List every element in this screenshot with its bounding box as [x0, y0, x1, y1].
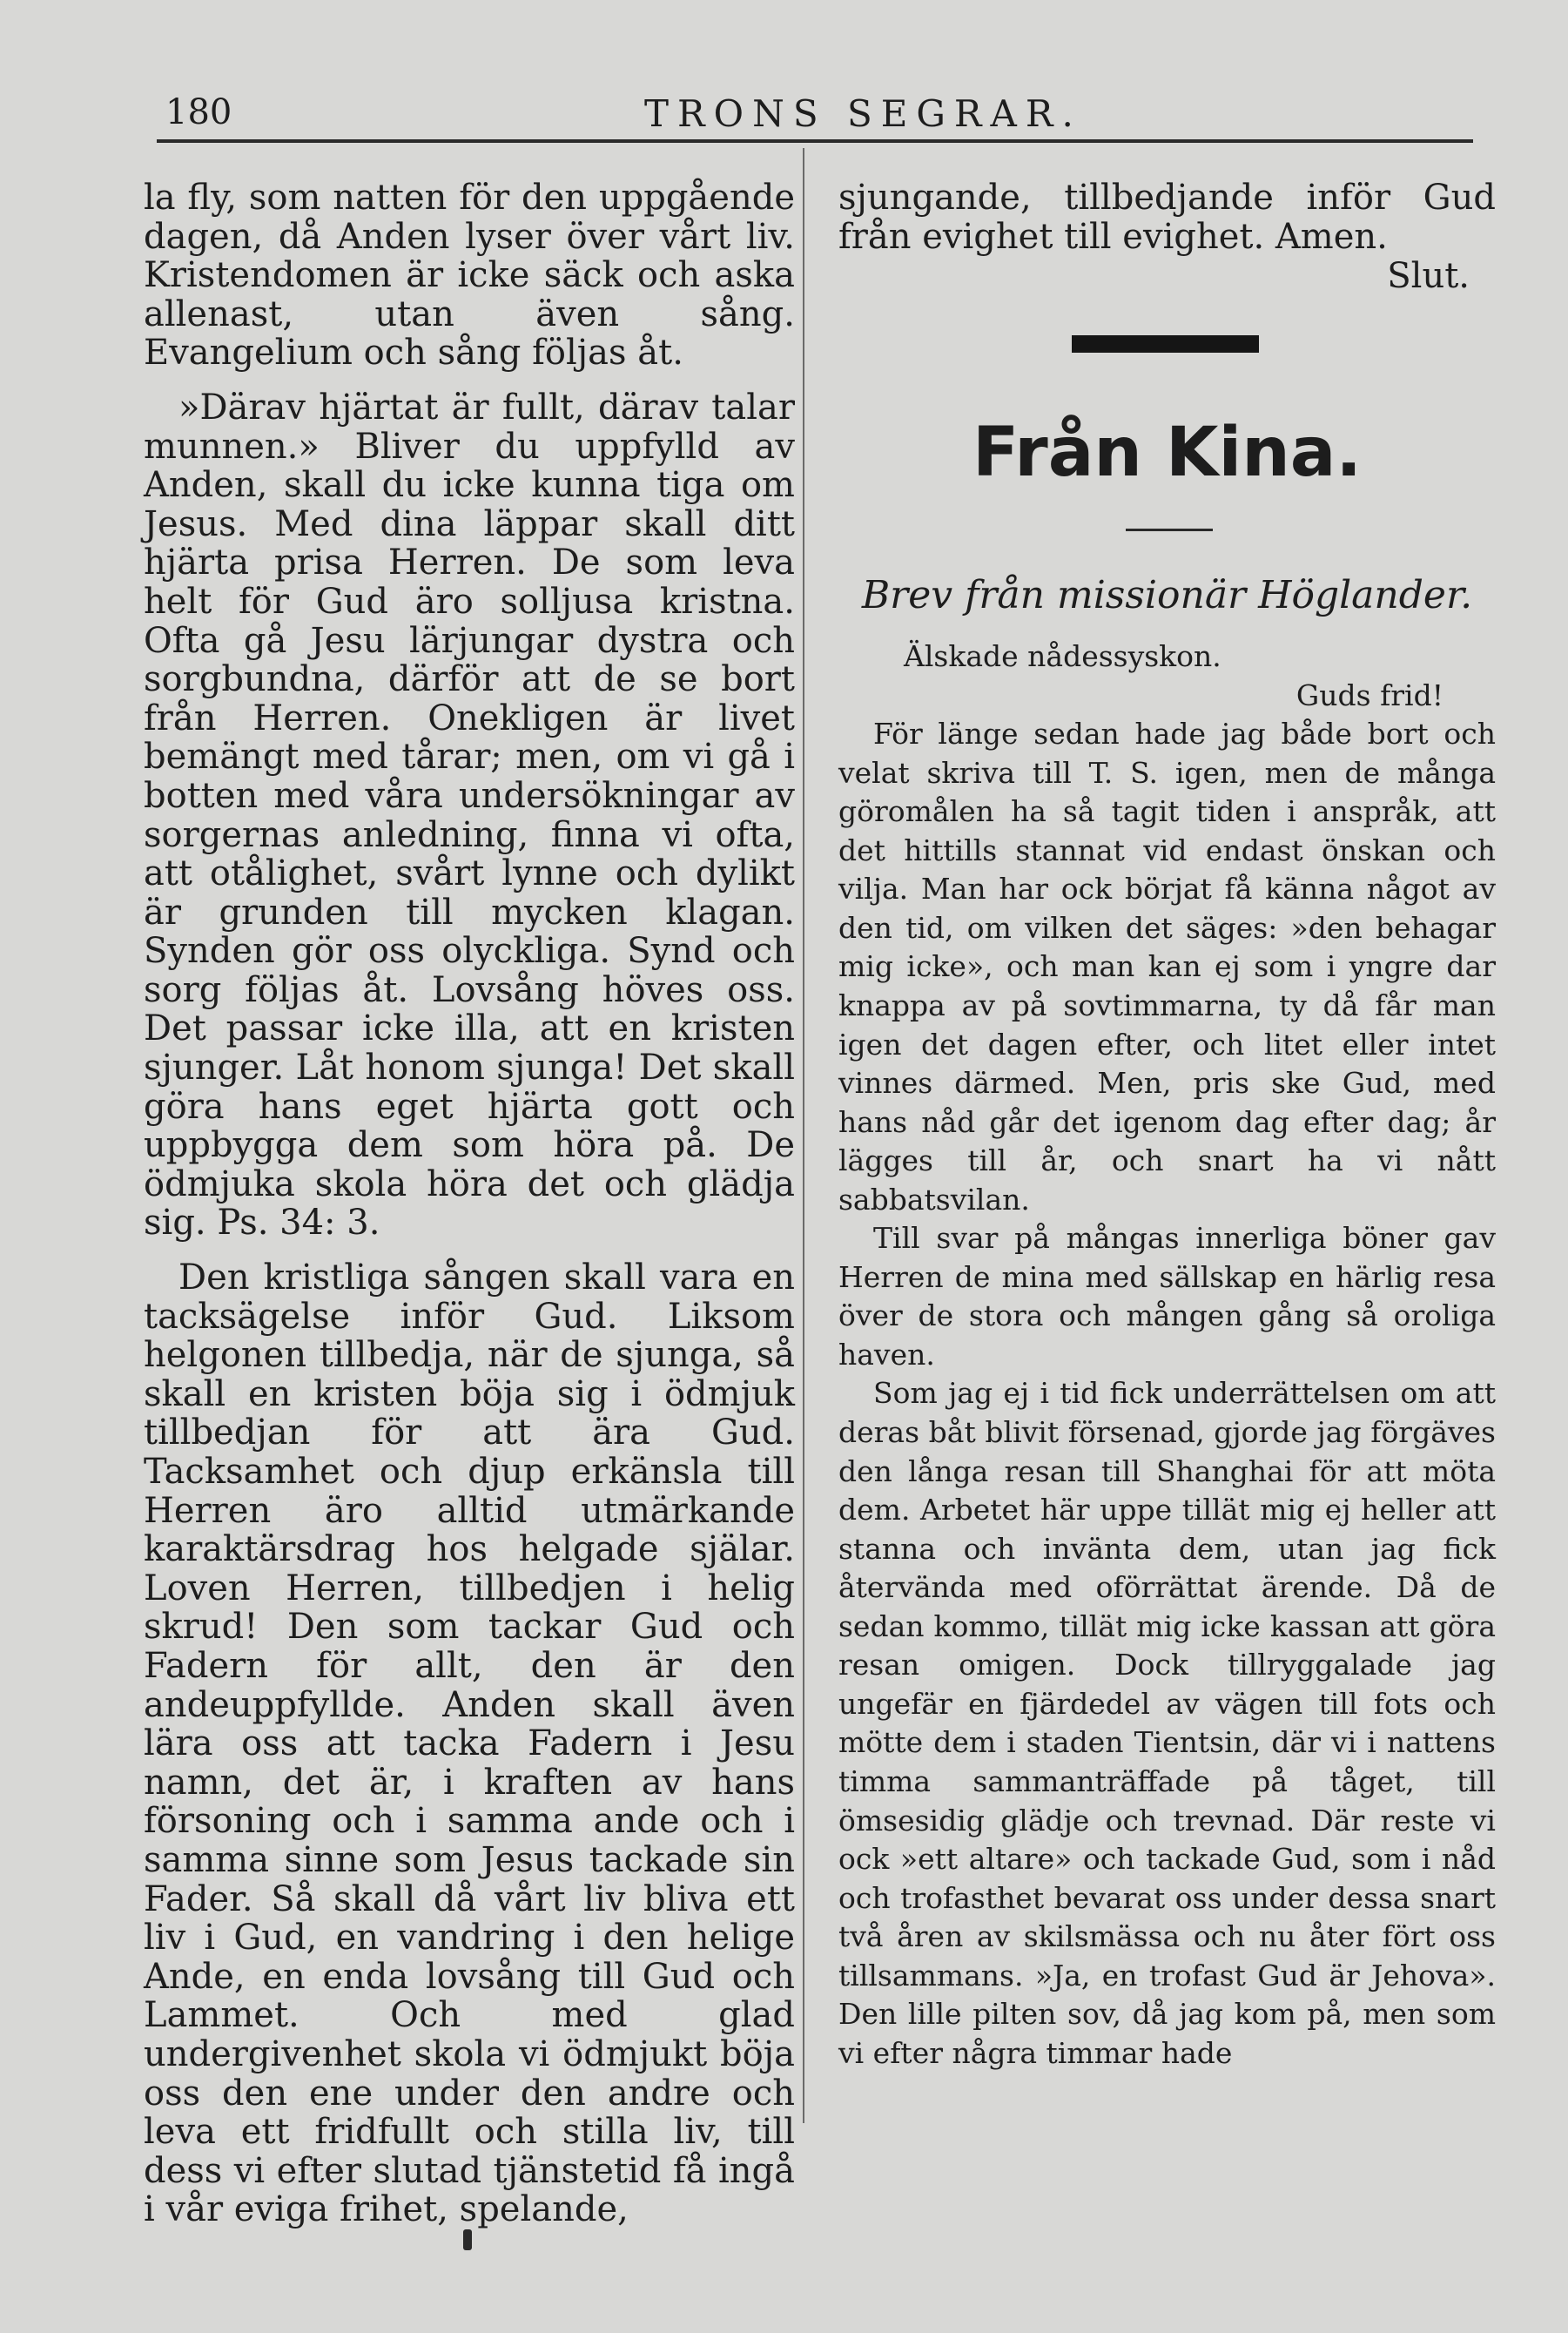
left-column	[144, 179, 795, 2229]
running-title: TRONS SEGRAR.	[644, 92, 1082, 135]
paragraph: la fly, som natten för den uppgående dagen, då Anden lyser över vårt liv. Kristendomen är icke säck och aska allenast, utan även sång. Evangelium och sång följas åt.	[144, 178, 795, 374]
title-rule	[1126, 529, 1213, 531]
paragraph: För länge sedan hade jag både bort och velat skriva till T. S. igen, men de många göromålen ha så tagit tiden i anspråk, att det hittills stannat vid endast önskan och vilja. Man har ock börjat få känna något av den tid, om vilken det säges: »den behagar mig icke», och man kan ej som i yngre dar knappa av på sovtimmarna, ty då får man igen det dagen efter, och litet eller intet vinnes därmed. Men, pris ske Gud, med hans nåd går det igenom dag efter dag; år lägges till år, och snart ha vi nått sabbatsvilan.	[838, 717, 1496, 1217]
continuation-text: sjungande, tillbedjande inför Gud från evighet till evighet. Amen.	[838, 178, 1496, 257]
article-title: Från Kina.	[972, 414, 1363, 492]
page-header	[157, 87, 1473, 139]
ink-mark	[463, 2229, 472, 2250]
paragraph: Till svar på mångas innerliga böner gav Herren de mina med sällskap en härlig resa över de stora och mången gång så oroliga haven.	[838, 1221, 1496, 1372]
end-mark: Slut.	[1387, 256, 1470, 296]
column-divider	[803, 148, 804, 2123]
paragraph: »Därav hjärtat är fullt, därav talar munnen.» Bliver du uppfylld av Anden, skall du icke kunna tiga om Jesus. Med dina läppar skall ditt hjärta prisa Herren. De som leva helt för Gud äro solljusa kristna. Ofta gå Jesu lärjungar dystra och sorgbundna, därför att de se bort från Herren. Onekligen är livet bemängt med tårar; men, om vi gå i botten med våra undersökningar av sorgernas anledning, finna vi ofta, att otålighet, svårt lynne och dylikt är grunden till mycken klagan. Synden gör oss olyckliga. Synd och sorg följas åt. Lovsång höves oss. Det passar icke illa, att en kristen sjunger. Låt honom sjunga! Det skall göra hans eget hjärta gott och uppbygga dem som höra på. De ödmjuka skola höra det och glädja sig. Ps. 34: 3.	[144, 387, 795, 1244]
header-rule	[157, 139, 1473, 143]
paragraph: Som jag ej i tid fick underrättelsen om att deras båt blivit försenad, gjorde jag förgäves den långa resan till Shanghai för att möta dem. Arbetet här uppe tillät mig ej heller att stanna och invänta dem, utan jag fick återvända med oförrättat ärende. Då de sedan kommo, tillät mig icke kassan att göra resan omigen. Dock tillryggalade jag ungefär en fjärdedel av vägen till fots och mötte dem i staden Tientsin, där vi i nattens timma sammanträffade på tåget, till ömsesidig glädje och trevnad. Där reste vi ock »ett altare» och tackade Gud, som i nåd och trofasthet bevarat oss under dessa snart två åren av skilsmässa och nu åter fört oss tillsammans. »Ja, en trofast Gud är Jehova». Den lille pilten sov, då jag kom på, men som vi efter några timmar hade	[838, 1376, 1496, 2070]
article-subtitle: Brev från missionär Höglander.	[861, 573, 1473, 617]
salutation: Älskade nådessyskon.	[904, 639, 1221, 673]
page-number: 180	[165, 92, 232, 132]
paragraph: Den kristliga sången skall vara en tacksägelse inför Gud. Liksom helgonen tillbedja, när de sjunga, så skall en kristen böja sig i ödmjuk tillbedjan för att ära Gud. Tacksamhet och djup erkänsla till Herren äro alltid utmärkande karaktärsdrag hos helgade själar. Loven Herren, tillbedjen i helig skrud! Den som tackar Gud och Fadern för allt, den är den andeuppfyllde. Anden skall även lära oss att tacka Fadern i Jesu namn, det är, i kraften av hans försoning och i samma ande och i samma sinne som Jesus tackade sin Fader. Så skall då vårt liv bliva ett liv i Gud, en vandring i den helige Ande, en enda lovsång till Gud och Lammet. Och med glad undergivenhet skola vi ödmjukt böja oss den ene under den andre och leva ett fridfullt och stilla liv, till dess vi efter slutad tjänstetid få ingå i vår eviga frihet, spelande,	[144, 1258, 795, 2230]
section-divider	[1072, 335, 1259, 353]
right-column	[838, 179, 1496, 2073]
greeting: Guds frid!	[1295, 678, 1444, 712]
letter-body	[838, 715, 1496, 2073]
